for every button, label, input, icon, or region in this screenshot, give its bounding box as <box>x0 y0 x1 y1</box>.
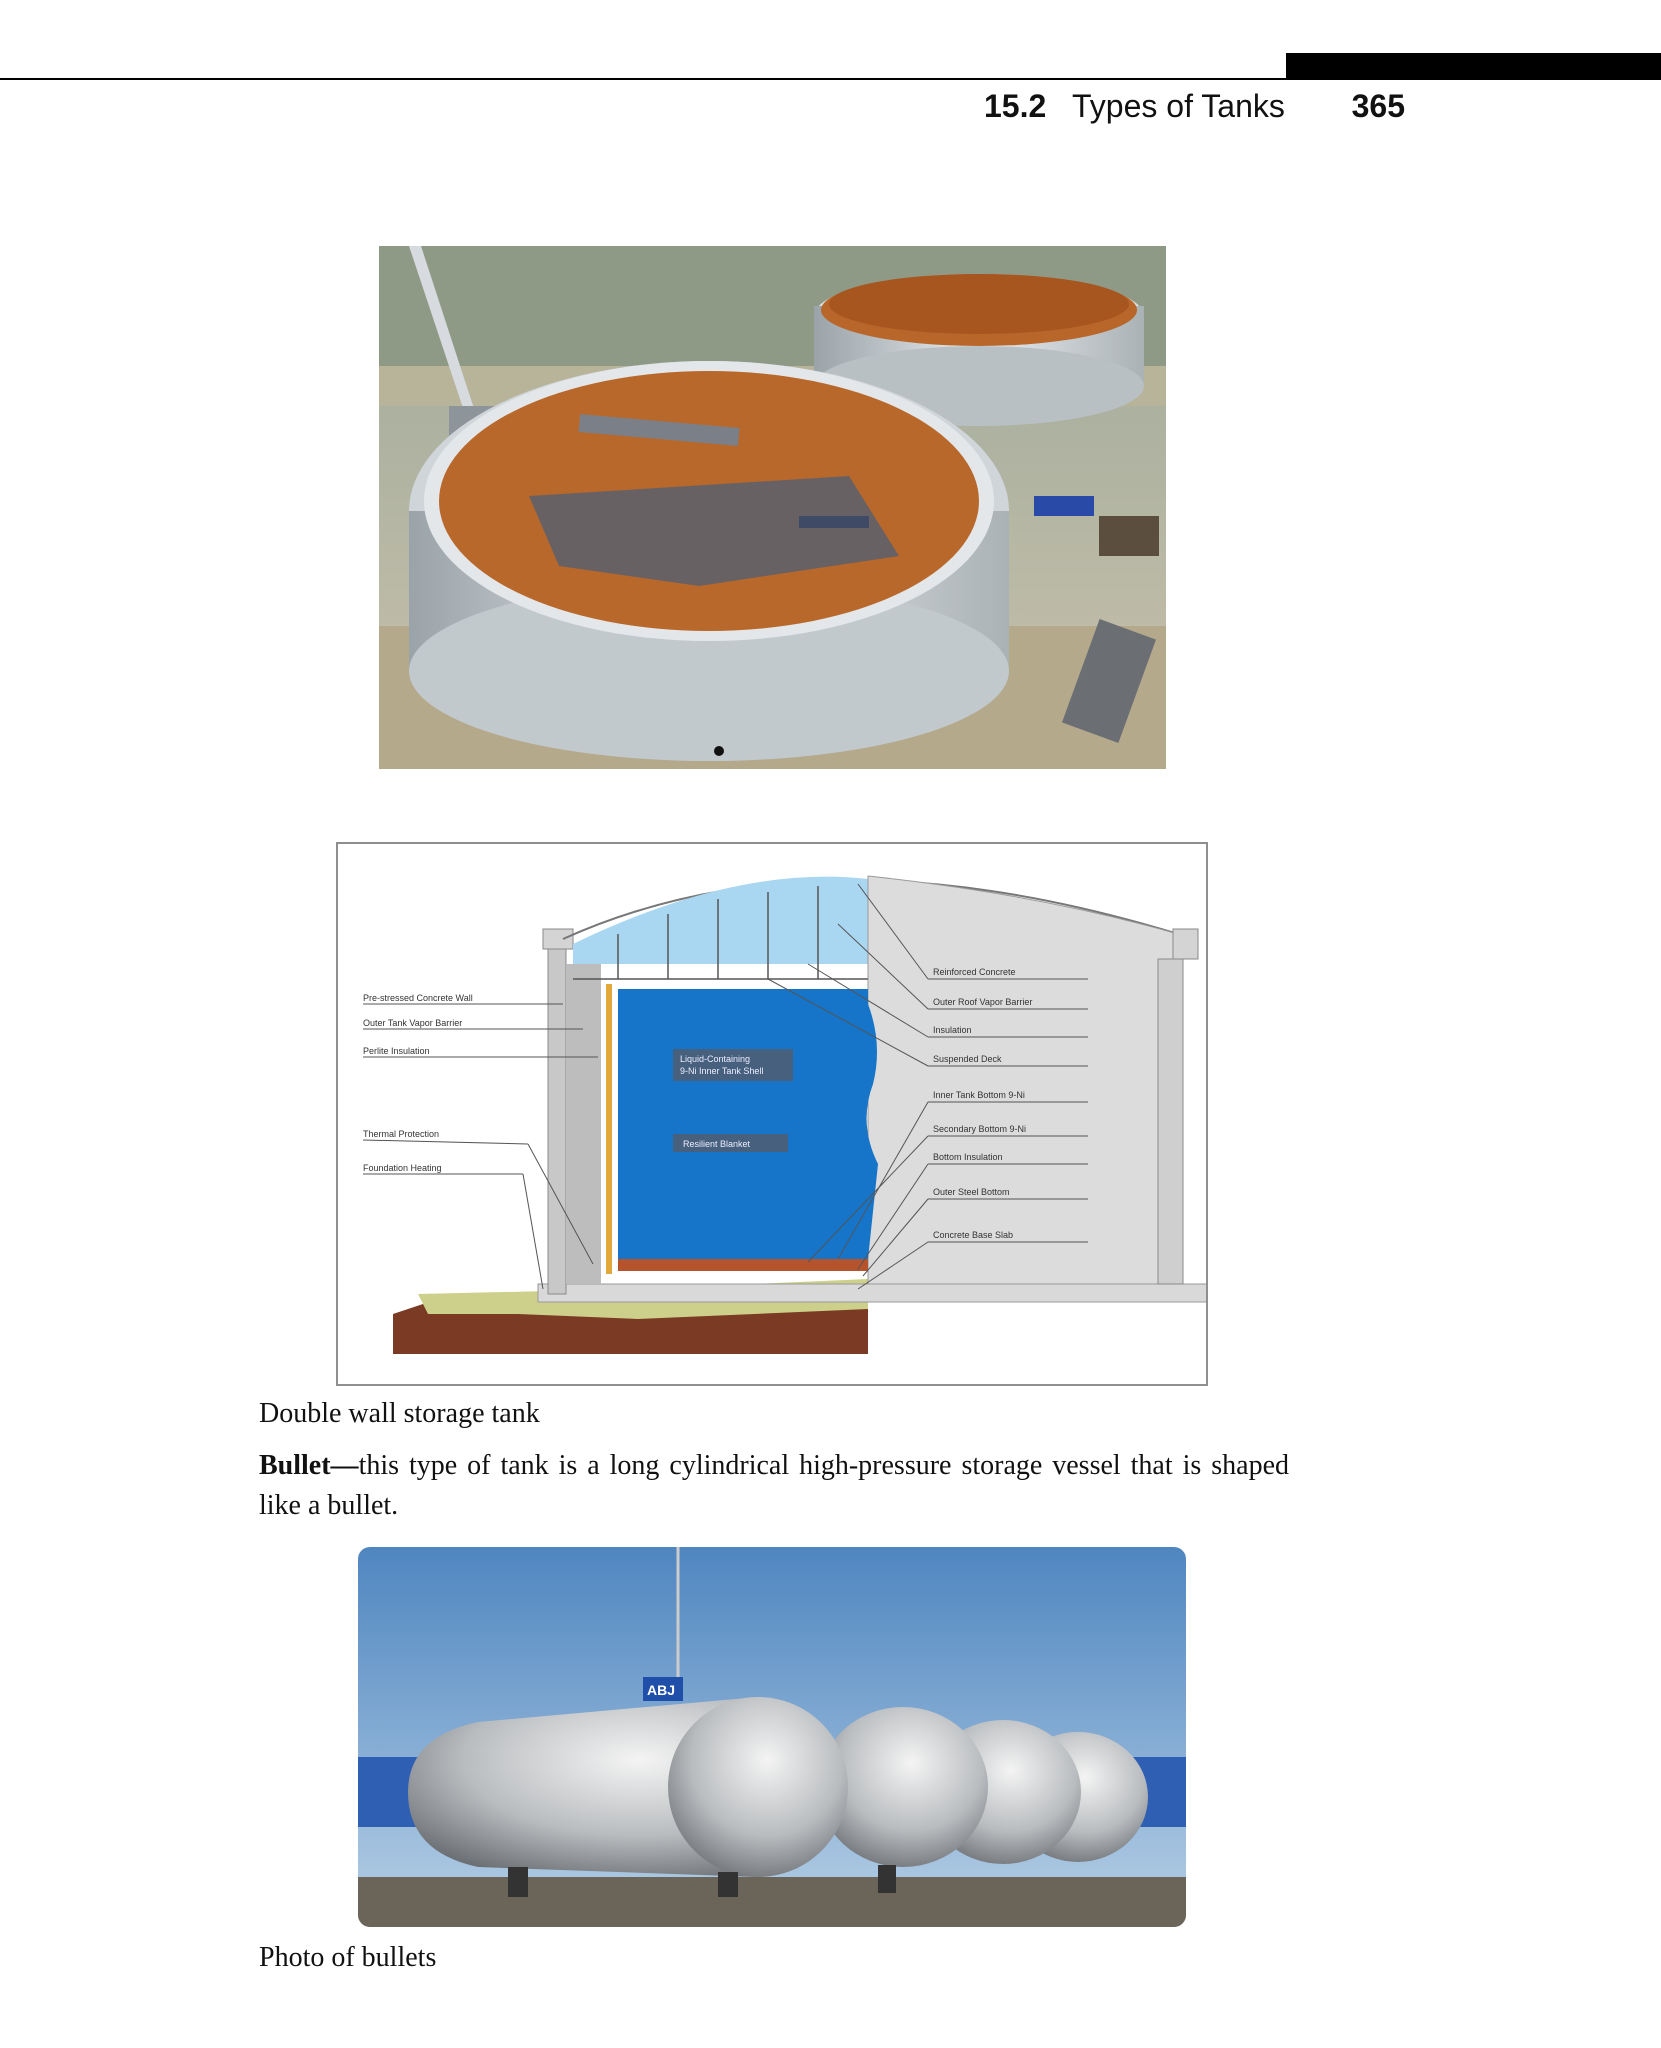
inner-shell-label-2: 9-Ni Inner Tank Shell <box>680 1066 764 1076</box>
label-bottom-insulation: Bottom Insulation <box>933 1152 1003 1162</box>
tank-construction-illustration <box>379 246 1166 769</box>
label-insulation: Insulation <box>933 1025 972 1035</box>
bullet-definition: this type of tank is a long cylindrical high-pressure storage vessel that is shaped like a bullet. <box>259 1450 1289 1521</box>
bullets-photo <box>358 1547 1186 1927</box>
inner-shell-label-1: Liquid-Containing <box>680 1054 751 1064</box>
label-outer-vapor-barrier: Outer Tank Vapor Barrier <box>363 1018 463 1028</box>
label-inner-tank-bottom: Inner Tank Bottom 9-Ni <box>933 1090 1025 1100</box>
tank-cross-section <box>338 844 1206 1384</box>
label-prestressed-wall: Pre-stressed Concrete Wall <box>363 993 473 1003</box>
bullet-tanks-illustration <box>358 1547 1186 1927</box>
figure-caption-bullets: Photo of bullets <box>259 1942 437 1973</box>
label-suspended-deck: Suspended Deck <box>933 1054 1002 1064</box>
section-number: 15.2 <box>984 88 1047 124</box>
label-outer-roof-barrier: Outer Roof Vapor Barrier <box>933 997 1033 1007</box>
section-title: Types of Tanks <box>1072 88 1285 124</box>
figure-caption-double-wall: Double wall storage tank <box>259 1398 540 1429</box>
label-secondary-bottom: Secondary Bottom 9-Ni <box>933 1124 1027 1134</box>
bullet-term: Bullet— <box>259 1450 359 1481</box>
blanket-label: Resilient Blanket <box>683 1139 751 1149</box>
label-concrete-base-slab: Concrete Base Slab <box>933 1230 1014 1240</box>
running-head <box>980 88 1405 128</box>
label-thermal-protection: Thermal Protection <box>363 1129 440 1139</box>
double-wall-tank-diagram <box>336 842 1208 1386</box>
label-perlite-insulation: Perlite Insulation <box>363 1046 430 1056</box>
abj-logo-text: ABJ <box>647 1682 676 1698</box>
page-number: 365 <box>1351 88 1405 124</box>
header-bar <box>1286 53 1661 80</box>
label-outer-steel-bottom: Outer Steel Bottom <box>933 1187 1010 1197</box>
bullet-paragraph <box>259 1446 1289 1526</box>
label-reinforced-concrete: Reinforced Concrete <box>933 967 1016 977</box>
tank-construction-photo <box>379 246 1166 769</box>
label-foundation-heating: Foundation Heating <box>363 1163 442 1173</box>
